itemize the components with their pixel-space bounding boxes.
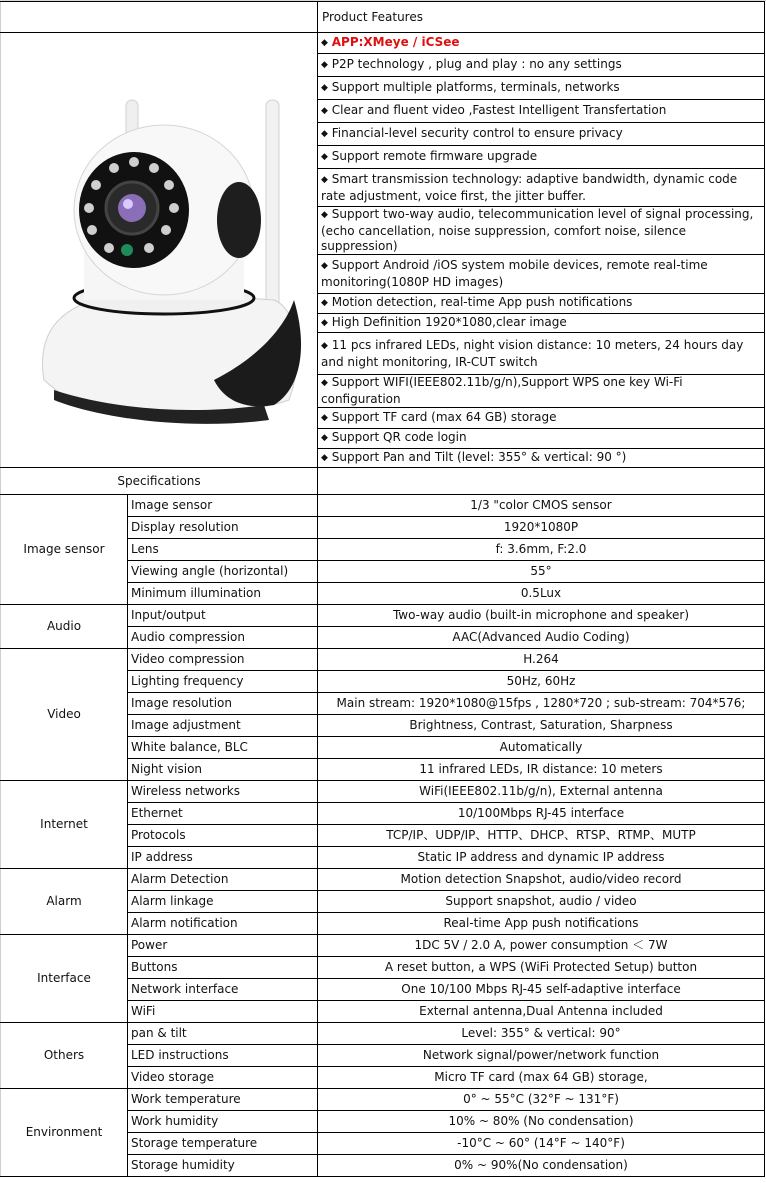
spec-label: Ethernet [128,803,318,825]
spec-value: TCP/IP、UDP/IP、HTTP、DHCP、RTSP、RTMP、MUTP [318,825,765,847]
feature-item [318,429,765,449]
bullet-icon: ◆ [321,298,328,308]
spec-value: 1920*1080P [318,517,765,539]
spec-label: Input/output [128,605,318,627]
feature-item [318,100,765,123]
feature-item [318,207,765,255]
features-title: Product Features [318,2,765,33]
spec-value: Main stream: 1920*1080@15fps , 1280*720 ; sub-stream: 704*576; [318,693,765,715]
spec-label: Alarm notification [128,913,318,935]
spec-value: 55° [318,561,765,583]
ip-camera-image [14,60,304,440]
spec-group-label: Video [1,649,128,781]
feature-text: Support multiple platforms, terminals, networks [331,79,620,94]
spec-value: A reset button, a WPS (WiFi Protected Setup) button [318,957,765,979]
bullet-icon: ◆ [321,210,328,220]
spec-value: WiFi(IEEE802.11b/g/n), External antenna [318,781,765,803]
feature-text: Support TF card (max 64 GB) storage [331,409,557,424]
spec-row [1,781,765,803]
bullet-icon: ◆ [321,452,328,463]
spec-value: AAC(Advanced Audio Coding) [318,627,765,649]
spec-label: Audio compression [128,627,318,649]
feature-item [318,449,765,468]
feature-item [318,169,765,207]
spec-label: pan & tilt [128,1023,318,1045]
spec-value: 11 infrared LEDs, IR distance: 10 meters [318,759,765,781]
spec-group-label: Internet [1,781,128,869]
spec-value: f: 3.6mm, F:2.0 [318,539,765,561]
feature-text: Support QR code login [331,430,467,444]
feature-text: Support WIFI(IEEE802.11b/g/n),Support WPS one key Wi-Fi configuration [321,375,683,406]
feature-text: Support two-way audio, telecommunication level of signal processing, (echo cancellation, noise suppression, comfort noise, silence suppression) [321,207,754,253]
spec-label: Image sensor [128,495,318,517]
feature-item [318,255,765,294]
spec-row [1,935,765,957]
spec-value: 0.5Lux [318,583,765,605]
spec-label: Display resolution [128,517,318,539]
feature-text: Support Android /iOS system mobile devices, remote real-time monitoring(1080P HD images) [321,258,708,289]
spec-group-label: Audio [1,605,128,649]
feature-text: Smart transmission technology: adaptive bandwidth, dynamic code rate adjustment, voice first, the jitter buffer. [321,171,738,203]
product-table [0,1,765,1177]
spec-label: Alarm Detection [128,869,318,891]
spec-group-label: Interface [1,935,128,1023]
empty-cell [318,468,765,495]
bullet-icon: ◆ [321,412,328,423]
feature-text: High Definition 1920*1080,clear image [331,314,567,329]
spec-value: 50Hz, 60Hz [318,671,765,693]
spec-value: Automatically [318,737,765,759]
feature-item [318,33,765,54]
spec-label: Viewing angle (horizontal) [128,561,318,583]
spec-group-label: Environment [1,1089,128,1177]
feature-item [318,375,765,408]
spec-label: Protocols [128,825,318,847]
bullet-icon: ◆ [321,82,328,93]
bullet-icon: ◆ [321,340,328,351]
spec-value: 1DC 5V / 2.0 A, power consumption ＜ 7W [318,935,765,957]
spec-label: White balance, BLC [128,737,318,759]
spec-group-label: Others [1,1023,128,1089]
spec-group-label: Alarm [1,869,128,935]
spec-value: Network signal/power/network function [318,1045,765,1067]
feature-item [318,77,765,100]
spec-label: Image resolution [128,693,318,715]
spec-value: 0° ~ 55°C (32°F ~ 131°F) [318,1089,765,1111]
spec-value: 10% ~ 80% (No condensation) [318,1111,765,1133]
feature-text: Support Pan and Tilt (level: 355° & vertical: 90 °) [331,449,627,464]
bullet-icon: ◆ [321,128,328,139]
spec-value: 1/3 "color CMOS sensor [318,495,765,517]
spec-value: One 10/100 Mbps RJ-45 self-adaptive interface [318,979,765,1001]
spec-label: Buttons [128,957,318,979]
bullet-icon: ◆ [321,261,328,271]
spec-value: Level: 355° & vertical: 90° [318,1023,765,1045]
spec-value: External antenna,Dual Antenna included [318,1001,765,1023]
spec-label: Network interface [128,979,318,1001]
bullet-icon: ◆ [321,151,328,162]
feature-text: Clear and fluent video ,Fastest Intelligent Transfertation [331,102,667,117]
spec-label: IP address [128,847,318,869]
feature-text: APP:XMeye / iCSee [331,34,460,49]
spec-row [1,649,765,671]
product-image-cell [1,33,318,468]
spec-value: Micro TF card (max 64 GB) storage, [318,1067,765,1089]
spec-label: Video storage [128,1067,318,1089]
bullet-icon: ◆ [321,433,328,443]
spec-label: Night vision [128,759,318,781]
feature-text: 11 pcs infrared LEDs, night vision distance: 10 meters, 24 hours day and night monitoring, IR-CUT switch [321,337,744,369]
feature-item [318,294,765,314]
spec-label: Lens [128,539,318,561]
spec-label: Storage humidity [128,1155,318,1177]
bullet-icon: ◆ [321,59,328,70]
spec-label: Lighting frequency [128,671,318,693]
spec-value: Two-way audio (built-in microphone and speaker) [318,605,765,627]
bullet-icon: ◆ [321,174,328,185]
spec-row [1,869,765,891]
spec-label: Power [128,935,318,957]
specifications-title: Specifications [1,468,318,495]
spec-value: Brightness, Contrast, Saturation, Sharpness [318,715,765,737]
bullet-icon: ◆ [321,317,328,328]
spec-value: 0% ~ 90%(No condensation) [318,1155,765,1177]
spec-value: Static IP address and dynamic IP address [318,847,765,869]
spec-group-label: Image sensor [1,495,128,605]
spec-value: Motion detection Snapshot, audio/video record [318,869,765,891]
spec-label: Video compression [128,649,318,671]
feature-text: P2P technology , plug and play : no any settings [331,56,622,71]
blank-header-cell [1,2,318,33]
feature-text: Motion detection, real-time App push notifications [331,295,633,309]
bullet-icon: ◆ [321,37,328,48]
spec-value: 10/100Mbps RJ-45 interface [318,803,765,825]
spec-value: -10°C ~ 60° (14°F ~ 140°F) [318,1133,765,1155]
feature-item [318,333,765,375]
feature-text: Support remote firmware upgrade [331,148,538,163]
spec-value: Support snapshot, audio / video [318,891,765,913]
feature-item [318,54,765,77]
spec-value: Real-time App push notifications [318,913,765,935]
spec-row [1,495,765,517]
feature-item [318,146,765,169]
spec-label: LED instructions [128,1045,318,1067]
spec-row [1,1089,765,1111]
bullet-icon: ◆ [321,105,328,116]
spec-label: WiFi [128,1001,318,1023]
spec-value: H.264 [318,649,765,671]
spec-label: Image adjustment [128,715,318,737]
feature-item [318,314,765,333]
feature-item [318,408,765,429]
spec-label: Minimum illumination [128,583,318,605]
spec-label: Alarm linkage [128,891,318,913]
bullet-icon: ◆ [321,378,328,388]
spec-label: Storage temperature [128,1133,318,1155]
spec-label: Wireless networks [128,781,318,803]
spec-label: Work humidity [128,1111,318,1133]
feature-item [318,123,765,146]
spec-label: Work temperature [128,1089,318,1111]
spec-row [1,605,765,627]
feature-text: Financial-level security control to ensure privacy [331,125,623,140]
spec-row [1,1023,765,1045]
